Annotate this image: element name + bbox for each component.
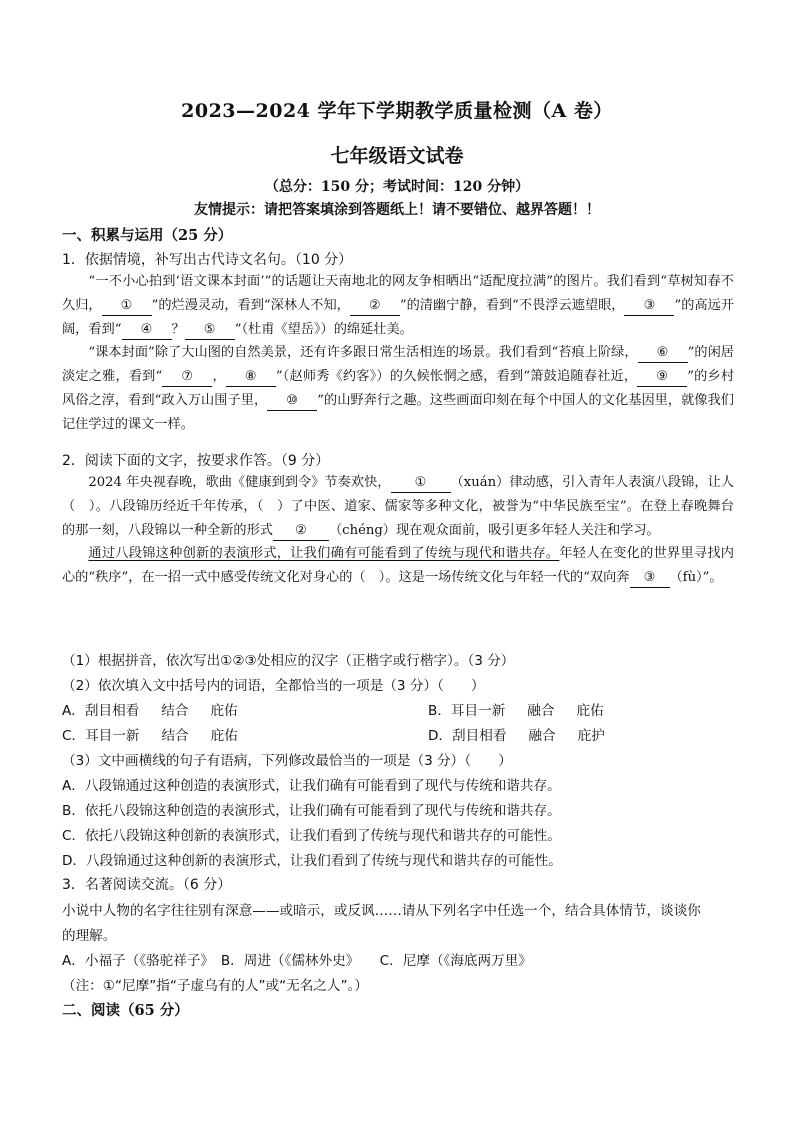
q2-option-b: B．耳目一新 融合 庇佑 [428,703,604,719]
question-2-passage [62,471,734,590]
blank-9: ⑨ [637,368,687,387]
exam-meta: （总分：150 分；考试时间：120 分钟） [264,179,530,195]
q2-sub-3: （3）文中画横线的句子有语病，下列修改最恰当的一项是（3 分）（ ） [62,753,512,769]
blank-6: ⑥ [638,344,688,363]
question-1-stem: 1．依据情境，补写出古代诗文名句。（10 分） [62,252,353,268]
q2-sub-3-option-c: C．依托八段锦这种创新的表演形式，让我们看到了传统与现代和谐共存的可能性。 [62,828,561,844]
question-1-passage [62,270,734,437]
q3-text-line-1: 小说中人物的名字往往别有深意——或暗示，或反讽……请从下列名字中任选一个，结合具体情节，谈谈你 [62,903,701,919]
exam-tip: 友情提示：请把答案填涂到答题纸上！请不要错位、越界答题！！ [194,202,600,218]
q2-sub-2: （2）依次填入文中括号内的词语，全都恰当的一项是（3 分）（ ） [62,678,485,694]
q2-sub-3-option-d: D．八段锦通过这种创新的表演形式，让我们看到了传统与现代和谐共存的可能性。 [62,853,562,869]
q2-paragraph-2: 通过八段锦这种创新的表演形式，让我们确有可能看到了传统与现代和谐共存。年轻人在变化的世界里寻找内心的“秩序”，在一招一式中感受传统文化对身心的（ ）。这是一场传统文化与年轻一代的“双向奔 ③ （fù）”。 [62,542,734,590]
blank-4: ④ [122,321,172,340]
q3-note: （注：①“尼摩”指“子虚乌有的人”或“无名之人”。） [62,978,368,994]
blank-3: ③ [624,297,674,316]
blank-q2-3: ③ [630,569,670,588]
blank-5: ⑤ [185,321,235,340]
blank-1: ① [102,297,152,316]
exam-title: 2023—2024 学年下学期教学质量检测（A 卷） [181,100,613,122]
section-heading-1: 一、积累与运用（25 分） [62,227,233,244]
blank-7: ⑦ [162,368,212,387]
section-heading-2: 二、阅读（65 分） [62,1002,189,1019]
question-3-stem: 3．名著阅读交流。（6 分） [62,877,232,893]
q2-sub-3-option-b: B．依托八段锦这种创造的表演形式，让我们确有可能看到了现代与传统和谐共存。 [62,803,561,819]
q1-paragraph-2: “课本封面”除了大山图的自然美景，还有许多跟日常生活相连的场景。我们看到“苔痕上阶绿， ⑥ ”的闲居淡定之雅，看到“ ⑦ ， ⑧ ”（赵师秀《约客》）的久候怅惘之感，看到“箫鼓追随春社近， ⑨ ”的乡村风俗之淳，看到“政入万山围子里， ⑩ ”的山野奔行之趣。这些画面印刻在每个中国人的文化基因里，就像我们记住学过的课文一样。 [62,345,735,432]
q2-sub-3-option-a: A．八段锦通过这种创造的表演形式，让我们确有可能看到了现代与传统和谐共存。 [62,778,561,794]
blank-8: ⑧ [226,368,276,387]
underlined-sentence: 通过八段锦这种创新的表演形式，让我们确有可能看到了传统与现代和谐共存。 [88,546,560,562]
blank-2: ② [350,297,400,316]
q3-options: A．小福子（《骆驼祥子》 B．周进（《儒林外史》 C．尼摩（《海底两万里》 [62,953,532,969]
q2-option-c: C．耳目一新 结合 庇佑 [62,728,238,744]
exam-subtitle: 七年级语文试卷 [330,145,464,167]
q2-paragraph-1: 2024 年央视春晚，歌曲《健康到到令》节奏欢快， ① （xuán）律动感，引入青年人表演八段锦，让人（ ）。八段锦历经近千年传承，（ ）了中医、道家、儒家等多种文化，被誉为“中华民族至宝”。在登上春晚舞台的那一刻，八段锦以一种全新的形式 ② （chéng）现在观众面前，吸引更多年轻人关注和学习。 [62,471,734,542]
blank-q2-1: ① [391,474,451,493]
q2-option-a: A．刮目相看 结合 庇佑 [62,703,238,719]
q2-option-d: D．刮目相看 融合 庇护 [428,728,605,744]
blank-10: ⑩ [267,392,317,411]
q3-text-line-2: 的理解。 [62,928,117,944]
q1-paragraph-1: “一不小心拍到‘语文课本封面’”的话题让天南地北的网友争相晒出“适配度拉满”的图片。我们看到“草树知春不久归， ① ”的烂漫灵动，看到“深林人不知， ② ”的清幽宁静，看到“不畏浮云遮望眼， ③ ”的高远开阔，看到“ ④ ？ ⑤ ”（杜甫《望岳》）的绵延壮美。 [62,270,734,341]
q2-sub-1: （1）根据拼音，依次写出①②③处相应的汉字（正楷字或行楷字）。（3 分） [62,653,515,669]
question-2-stem: 2．阅读下面的文字，按要求作答。（9 分） [62,453,330,469]
blank-q2-2: ② [273,522,329,541]
